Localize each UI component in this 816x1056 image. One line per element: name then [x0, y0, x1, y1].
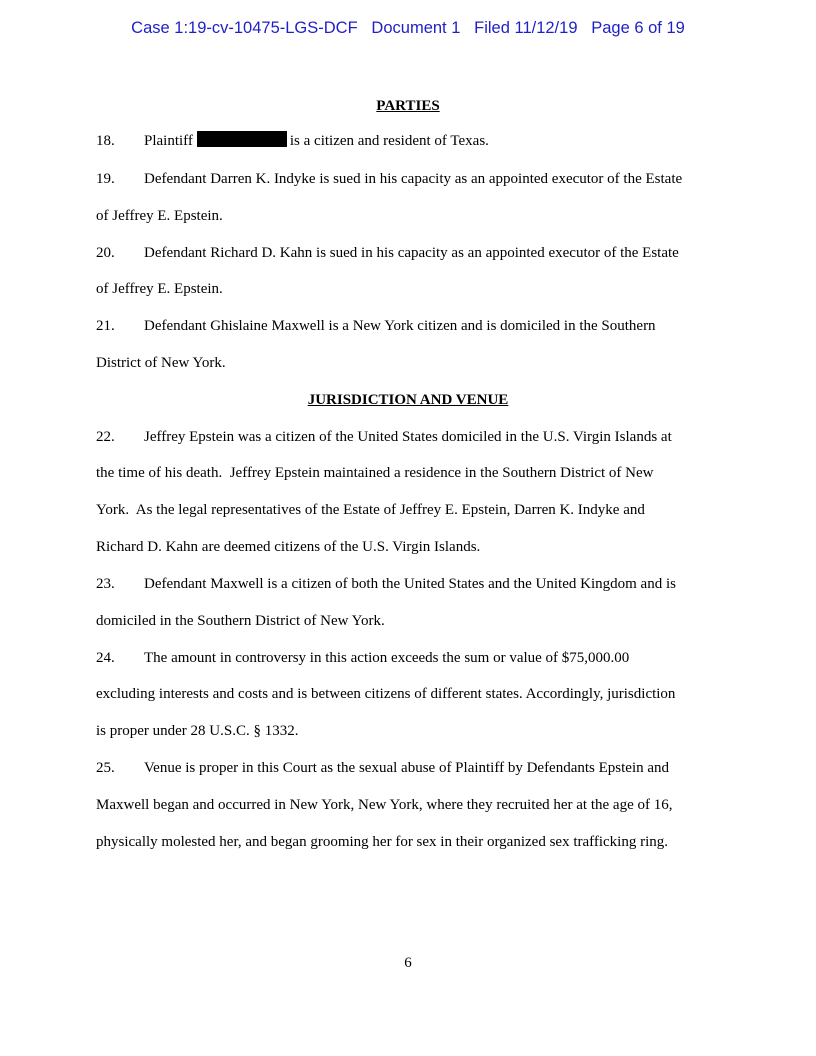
paragraph-number: 23.	[96, 576, 115, 592]
paragraph-22-line-4: Richard D. Kahn are deemed citizens of the U.S. Virgin Islands.	[96, 539, 481, 555]
paragraph-23	[96, 574, 676, 594]
paragraph-25-line-3: physically molested her, and began grooming her for sex in their organized sex trafficking ring.	[96, 834, 669, 850]
paragraph-22	[96, 427, 672, 447]
paragraph-18	[96, 131, 489, 151]
paragraph-line: Defendant Darren K. Indyke is sued in his capacity as an appointed executor of the Estate	[144, 171, 683, 187]
paragraph-number: 21.	[96, 318, 115, 334]
paragraph-21-line-2: District of New York.	[96, 355, 226, 371]
redaction-box	[197, 131, 287, 147]
paragraph-20-line-2: of Jeffrey E. Epstein.	[96, 281, 223, 297]
paragraph-19-line-2: of Jeffrey E. Epstein.	[96, 208, 223, 224]
paragraph-line: Defendant Ghislaine Maxwell is a New York citizen and is domiciled in the Southern	[144, 318, 656, 334]
paragraph-line: Defendant Maxwell is a citizen of both the United States and the United Kingdom and is	[144, 576, 676, 592]
paragraph-line: The amount in controversy in this action exceeds the sum or value of $75,000.00	[144, 650, 630, 666]
paragraph-24-line-3: is proper under 28 U.S.C. § 1332.	[96, 723, 299, 739]
paragraph-25-line-2: Maxwell began and occurred in New York, New York, where they recruited her at the age of 16,	[96, 797, 673, 813]
paragraph-19	[96, 169, 682, 189]
paragraph-number: 25.	[96, 760, 115, 776]
paragraph-line: Jeffrey Epstein was a citizen of the United States domiciled in the U.S. Virgin Islands at	[144, 429, 672, 445]
paragraph-text: Plaintiff	[144, 133, 193, 149]
paragraph-number: 24.	[96, 650, 115, 666]
paragraph-number: 19.	[96, 171, 115, 187]
paragraph-line: Defendant Richard D. Kahn is sued in his capacity as an appointed executor of the Estate	[144, 245, 679, 261]
paragraph-number: 22.	[96, 429, 115, 445]
case-header-stamp: Case 1:19-cv-10475-LGS-DCF Document 1 Filed 11/12/19 Page 6 of 19	[131, 19, 685, 37]
paragraph-line: Venue is proper in this Court as the sexual abuse of Plaintiff by Defendants Epstein and	[144, 760, 670, 776]
paragraph-21	[96, 316, 656, 336]
page-number: 6	[404, 955, 412, 971]
paragraph-text: is a citizen and resident of Texas.	[289, 133, 489, 149]
paragraph-24	[96, 648, 629, 668]
paragraph-22-line-2: the time of his death. Jeffrey Epstein maintained a residence in the Southern District of New	[96, 465, 654, 481]
section-heading-jurisdiction: JURISDICTION AND VENUE	[307, 392, 509, 408]
paragraph-22-line-3: York. As the legal representatives of the Estate of Jeffrey E. Epstein, Darren K. Indyke and	[96, 502, 645, 518]
section-heading-parties: PARTIES	[376, 98, 440, 114]
paragraph-24-line-2: excluding interests and costs and is between citizens of different states. Accordingly, jurisdiction	[96, 686, 676, 702]
paragraph-25	[96, 758, 669, 778]
paragraph-20	[96, 243, 679, 263]
paragraph-23-line-2: domiciled in the Southern District of New York.	[96, 613, 385, 629]
paragraph-number: 20.	[96, 245, 115, 261]
paragraph-number: 18.	[96, 133, 115, 149]
